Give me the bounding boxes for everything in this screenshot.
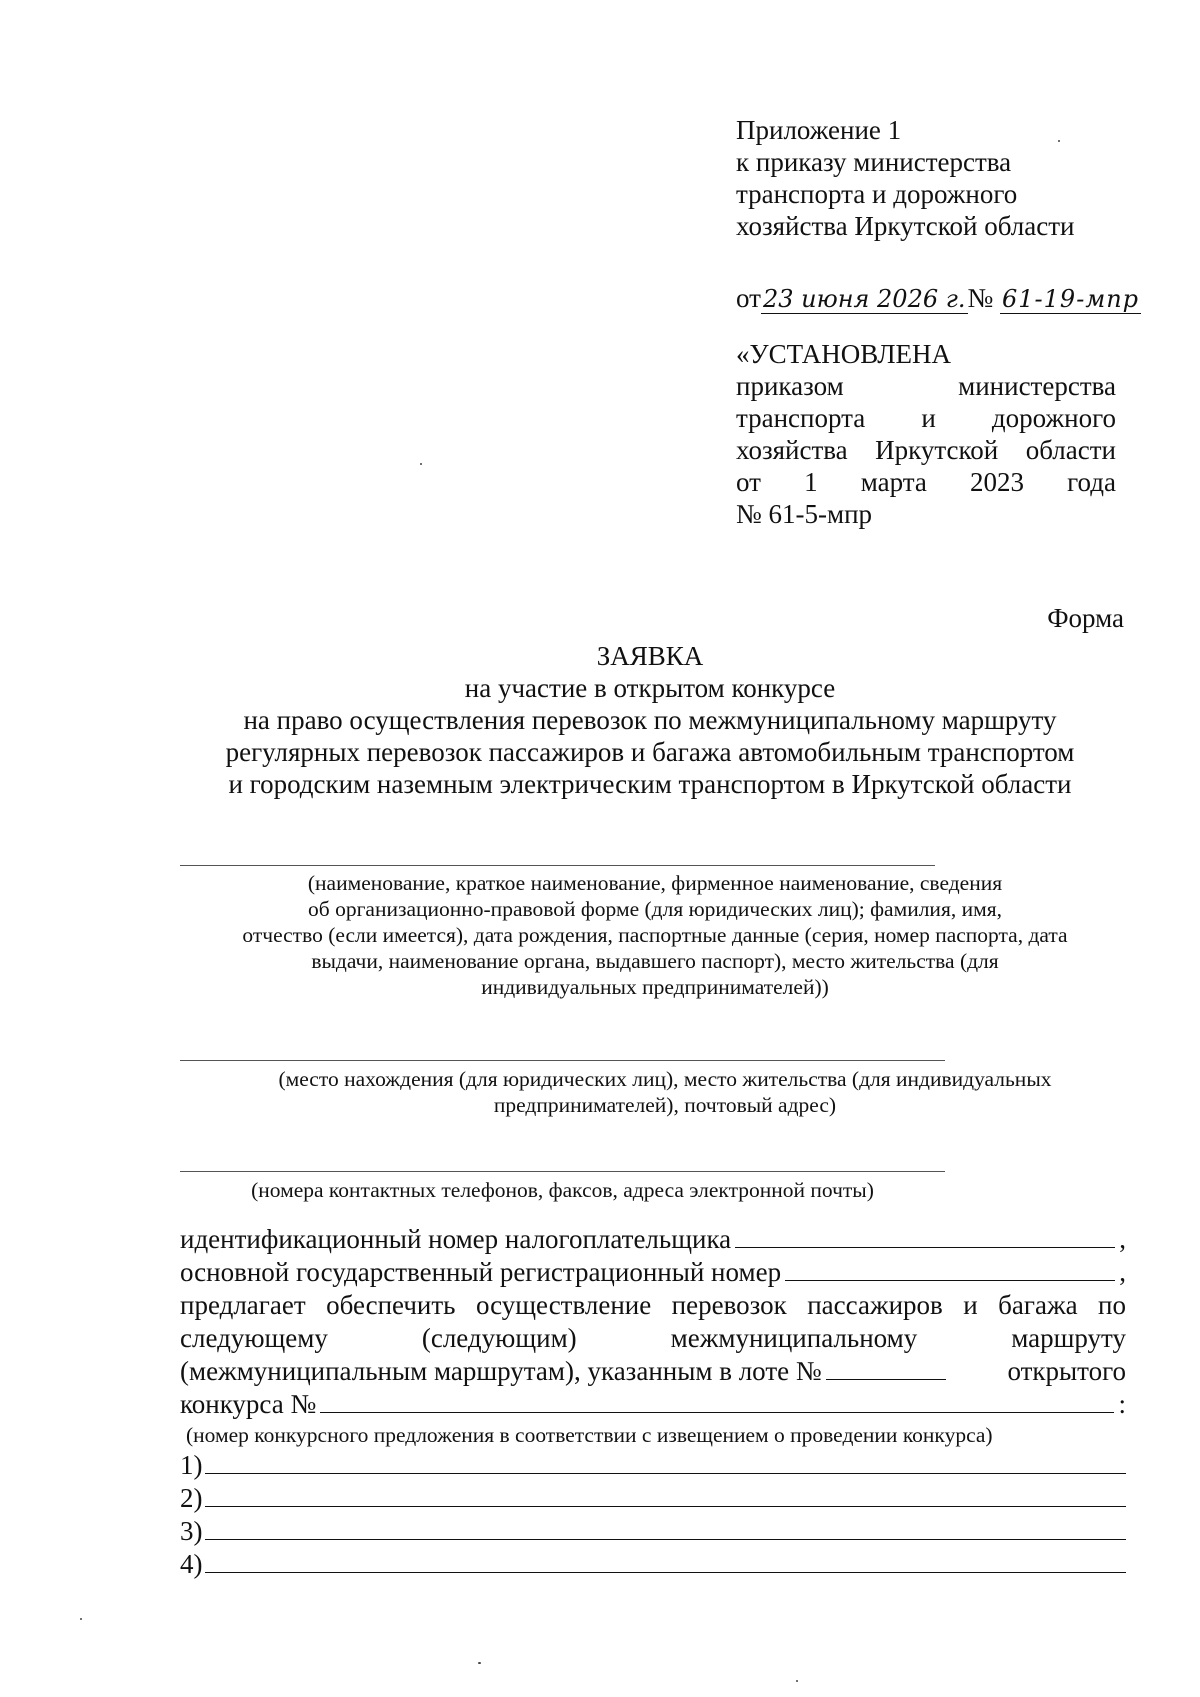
ogrn-end: , [1119, 1257, 1126, 1287]
offer-line: следующему (следующим) межмуниципальному маршруту [180, 1323, 1126, 1353]
contacts-caption: (номера контактных телефонов, факсов, адреса электронной почты) [251, 1178, 874, 1202]
established-line: транспорта и дорожного [736, 403, 1116, 433]
appendix-line: транспорта и дорожного [736, 179, 1018, 209]
lot-end: открытого [1007, 1356, 1126, 1386]
inn-field[interactable] [735, 1225, 1115, 1248]
established-line: приказом министерства [736, 371, 1116, 401]
address-fill-line[interactable] [180, 1060, 945, 1061]
caption-line: индивидуальных предпринимателей)) [481, 975, 829, 999]
appendix-line: Приложение 1 [736, 115, 902, 145]
contest-label: конкурса № [180, 1389, 317, 1419]
name-fill-line[interactable] [180, 865, 935, 866]
order-prefix: от [736, 283, 761, 313]
route-item-number: 3) [180, 1516, 203, 1546]
route-item-number: 1) [180, 1450, 203, 1480]
inn-row [180, 1223, 1126, 1256]
contest-end: : [1118, 1389, 1126, 1419]
route-item [180, 1449, 1126, 1482]
scan-speck [478, 1662, 481, 1664]
ogrn-field[interactable] [785, 1258, 1115, 1281]
route-item [180, 1515, 1126, 1548]
name-caption [140, 870, 1170, 1000]
scan-speck [1058, 140, 1060, 142]
contest-caption: (номер конкурсного предложения в соответствии с извещением о проведении конкурса) [186, 1423, 993, 1447]
scan-speck [420, 463, 422, 465]
caption-line: выдачи, наименование органа, выдавшего паспорт), место жительства (для [311, 949, 999, 973]
appendix-line: хозяйства Иркутской области [736, 211, 1075, 241]
caption-line: (наименование, краткое наименование, фирменное наименование, сведения [307, 871, 1003, 895]
title-subtitle-line: на право осуществления перевозок по межмуниципальному маршруту [243, 705, 1057, 735]
ogrn-row [180, 1256, 1126, 1289]
route-item-field[interactable] [205, 1484, 1127, 1507]
appendix-line: к приказу министерства [736, 147, 1012, 177]
contest-row [180, 1388, 1126, 1421]
route-item-field[interactable] [205, 1517, 1127, 1540]
route-item [180, 1548, 1126, 1581]
route-item-number: 4) [180, 1549, 203, 1579]
title-subtitle-line: регулярных перевозок пассажиров и багажа автомобильным транспортом [225, 737, 1075, 767]
forma-label: Форма [1047, 603, 1124, 633]
address-caption [160, 1066, 1170, 1118]
title-heading: ЗАЯВКА [596, 641, 704, 671]
route-item-field[interactable] [205, 1451, 1127, 1474]
ogrn-label: основной государственный регистрационный номер [180, 1257, 782, 1287]
route-item-field[interactable] [205, 1550, 1127, 1573]
document-title [100, 640, 1200, 800]
inn-label: идентификационный номер налогоплательщика [180, 1224, 732, 1254]
lot-number-field[interactable] [826, 1357, 946, 1380]
title-subtitle-line: на участие в открытом конкурсе [464, 673, 836, 703]
lot-row [180, 1355, 1126, 1388]
scan-speck [796, 1680, 798, 1682]
order-number-handwritten: 61-19-мпр [1002, 285, 1140, 313]
established-line: хозяйства Иркутской области [736, 435, 1116, 465]
established-block [736, 338, 1116, 530]
established-number: № 61-5-мпр [736, 499, 873, 529]
order-number-sign: № [967, 283, 994, 313]
lot-label: (межмуниципальным маршрутам), указанным в лоте № [180, 1356, 822, 1386]
caption-line: (место нахождения (для юридических лиц), место жительства (для индивидуальных [278, 1067, 1052, 1091]
caption-line: предпринимателей), почтовый адрес) [493, 1093, 837, 1117]
contest-number-field[interactable] [320, 1390, 1114, 1413]
inn-end: , [1119, 1224, 1126, 1254]
established-caption: «УСТАНОВЛЕНА [736, 339, 952, 369]
offer-line: предлагает обеспечить осуществление перевозок пассажиров и багажа по [180, 1290, 1126, 1320]
order-date-handwritten: 23 июня 2026 г. [762, 285, 966, 313]
application-body [180, 1223, 1126, 1581]
caption-line: отчество (если имеется), дата рождения, паспортные данные (серия, номер паспорта, дата [242, 923, 1068, 947]
contacts-fill-line[interactable] [180, 1171, 945, 1172]
title-subtitle-line: и городским наземным электрическим транспортом в Иркутской области [228, 769, 1072, 799]
order-date-line [736, 282, 1141, 315]
appendix-header [736, 114, 1074, 242]
established-line: от 1 марта 2023 года [736, 467, 1116, 497]
scan-speck [80, 1618, 82, 1620]
route-item [180, 1482, 1126, 1515]
caption-line: об организационно-правовой форме (для юридических лиц); фамилия, имя, [308, 897, 1002, 921]
route-item-number: 2) [180, 1483, 203, 1513]
